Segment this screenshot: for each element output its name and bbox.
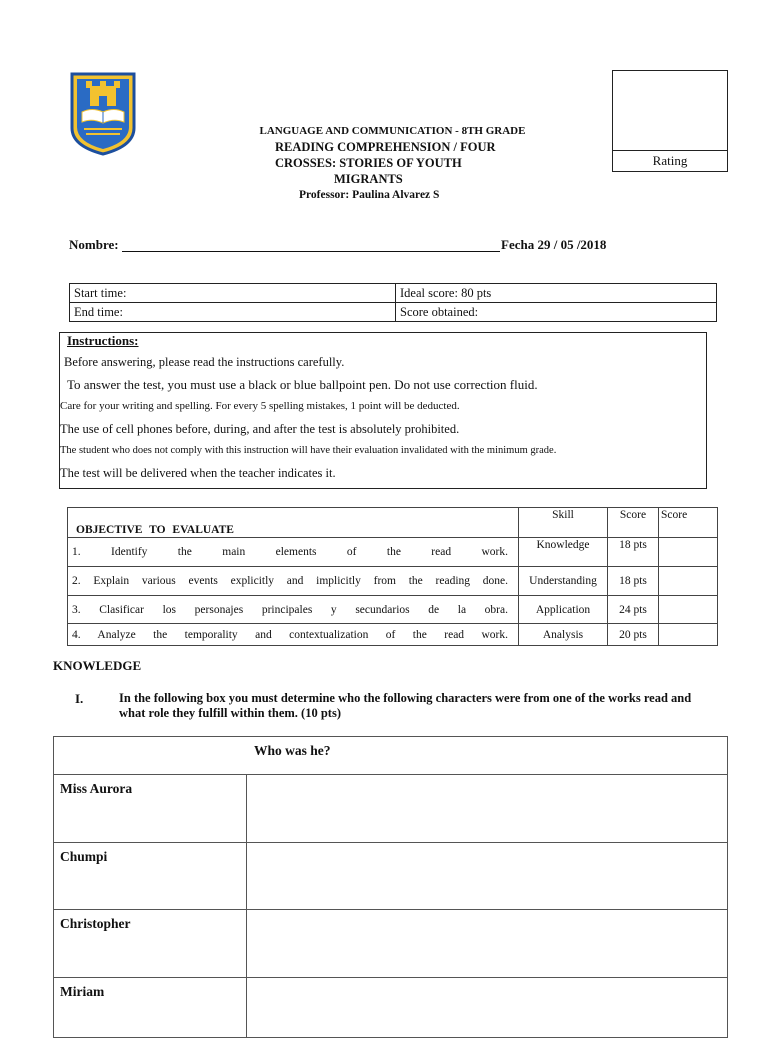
instruction-line: To answer the test, you must use a black or blue ballpoint pen. Do not use correction fluid.: [67, 377, 538, 392]
objective-score-blank[interactable]: [659, 624, 718, 646]
end-time-cell: End time:: [70, 303, 396, 322]
instructions-title: Instructions:: [67, 333, 139, 348]
objective-text: 3. Clasificar los personajes principales y secundarios de la obra.: [68, 596, 519, 624]
start-time-cell: Start time:: [70, 284, 396, 303]
name-label: Nombre:: [69, 237, 119, 252]
objective-score: 20 pts: [608, 624, 659, 646]
instruction-line: Before answering, please read the instructions carefully.: [64, 355, 345, 369]
objective-skill: Understanding: [519, 567, 608, 596]
characters-table: [53, 736, 728, 1038]
character-name: Chumpi: [54, 843, 247, 910]
objective-score-blank[interactable]: [659, 567, 718, 596]
instructions-box: [59, 332, 707, 489]
objective-text: 1. Identify the main elements of the read work.: [68, 538, 519, 567]
rating-label: Rating: [613, 153, 727, 169]
objective-score: 18 pts: [608, 567, 659, 596]
section-title: KNOWLEDGE: [53, 658, 142, 673]
title-line-3: MIGRANTS: [334, 172, 403, 186]
instruction-line: The student who does not comply with this instruction will have their evaluation invalidated with the minimum grade.: [60, 445, 557, 456]
instruction-line: The test will be delivered when the teacher indicates it.: [60, 466, 336, 480]
objectives-heading-text: OBJECTIVE TO EVALUATE: [76, 524, 234, 536]
objective-text: 4. Analyze the temporality and contextualization of the read work.: [68, 624, 519, 646]
character-name: Miss Aurora: [54, 775, 247, 843]
character-name: Miriam: [54, 978, 247, 1038]
objective-text: 2. Explain various events explicitly and implicitly from the reading done.: [68, 567, 519, 596]
rating-box: [612, 70, 728, 172]
skill-header: Skill: [519, 508, 608, 538]
question-prompt-line-1: In the following box you must determine who the following characters were from one of the works read and: [119, 691, 692, 705]
school-crest-icon: [70, 72, 136, 156]
objectives-table: [67, 507, 718, 646]
objective-skill: Analysis: [519, 624, 608, 646]
ideal-score-cell: Ideal score: 80 pts: [396, 284, 717, 303]
character-name: Christopher: [54, 910, 247, 978]
time-score-table: [69, 283, 717, 322]
objective-score-blank[interactable]: [659, 538, 718, 567]
characters-table-header: Who was he?: [54, 737, 728, 775]
professor-line: Professor: Paulina Alvarez S: [299, 189, 440, 201]
character-answer-cell[interactable]: [247, 775, 728, 843]
question-prompt-line-2: what role they fulfill within them. (10 pts): [119, 706, 341, 720]
title-line-2: CROSSES: STORIES OF YOUTH: [275, 156, 462, 170]
score-header: Score: [608, 508, 659, 538]
instruction-line: The use of cell phones before, during, and after the test is absolutely prohibited.: [60, 422, 460, 436]
title-line-1: READING COMPREHENSION / FOUR: [275, 140, 496, 154]
character-answer-cell[interactable]: [247, 910, 728, 978]
name-field-line[interactable]: [122, 251, 500, 252]
objective-skill: Knowledge: [519, 538, 608, 567]
instruction-line: Care for your writing and spelling. For every 5 spelling mistakes, 1 point will be deducted.: [60, 400, 460, 412]
subject-line: LANGUAGE AND COMMUNICATION - 8TH GRADE: [259, 125, 526, 137]
objective-skill: Application: [519, 596, 608, 624]
character-answer-cell[interactable]: [247, 843, 728, 910]
score-header-2: Score: [659, 508, 718, 538]
date-text: Fecha 29 / 05 /2018: [501, 237, 607, 252]
objective-score-blank[interactable]: [659, 596, 718, 624]
objective-score: 24 pts: [608, 596, 659, 624]
objective-score: 18 pts: [608, 538, 659, 567]
objectives-heading: [68, 508, 519, 538]
character-answer-cell[interactable]: [247, 978, 728, 1038]
score-obtained-cell: Score obtained:: [396, 303, 717, 322]
item-number: I.: [75, 691, 84, 706]
